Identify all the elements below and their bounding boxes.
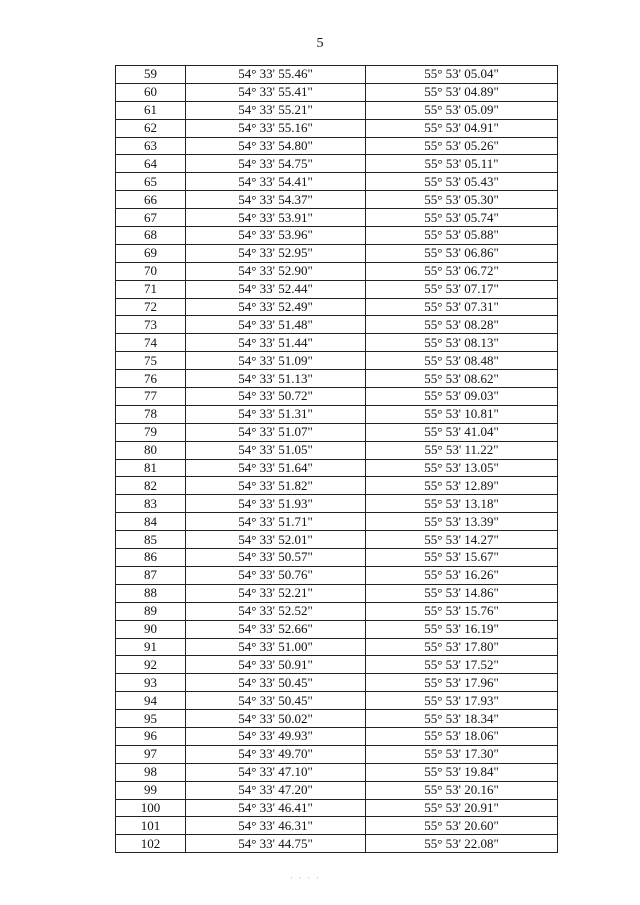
- table-row: [116, 763, 558, 781]
- latitude-cell: 54° 33' 53.91": [186, 209, 366, 227]
- table-row: [116, 334, 558, 352]
- table-row: [116, 227, 558, 245]
- longitude-cell: 55° 53' 15.67": [366, 549, 558, 567]
- longitude-cell: 55° 53' 04.91": [366, 119, 558, 137]
- point-number-cell: 99: [116, 781, 186, 799]
- table-row: [116, 262, 558, 280]
- table-row: [116, 566, 558, 584]
- table-row: [116, 674, 558, 692]
- point-number-cell: 67: [116, 209, 186, 227]
- latitude-cell: 54° 33' 54.37": [186, 191, 366, 209]
- longitude-cell: 55° 53' 05.30": [366, 191, 558, 209]
- longitude-cell: 55° 53' 05.43": [366, 173, 558, 191]
- latitude-cell: 54° 33' 44.75": [186, 835, 366, 853]
- table-row: [116, 781, 558, 799]
- point-number-cell: 80: [116, 441, 186, 459]
- latitude-cell: 54° 33' 52.44": [186, 280, 366, 298]
- longitude-cell: 55° 53' 19.84": [366, 763, 558, 781]
- latitude-cell: 54° 33' 52.95": [186, 244, 366, 262]
- point-number-cell: 86: [116, 549, 186, 567]
- latitude-cell: 54° 33' 54.80": [186, 137, 366, 155]
- scan-specks: · · · ·: [290, 874, 321, 883]
- latitude-cell: 54° 33' 50.02": [186, 710, 366, 728]
- table-row: [116, 817, 558, 835]
- latitude-cell: 54° 33' 50.45": [186, 674, 366, 692]
- table-row: [116, 477, 558, 495]
- longitude-cell: 55° 53' 05.09": [366, 101, 558, 119]
- longitude-cell: 55° 53' 18.34": [366, 710, 558, 728]
- point-number-cell: 92: [116, 656, 186, 674]
- longitude-cell: 55° 53' 11.22": [366, 441, 558, 459]
- longitude-cell: 55° 53' 16.19": [366, 620, 558, 638]
- latitude-cell: 54° 33' 51.31": [186, 405, 366, 423]
- point-number-cell: 78: [116, 405, 186, 423]
- point-number-cell: 88: [116, 584, 186, 602]
- latitude-cell: 54° 33' 49.70": [186, 745, 366, 763]
- table-row: [116, 298, 558, 316]
- table-row: [116, 173, 558, 191]
- longitude-cell: 55° 53' 07.17": [366, 280, 558, 298]
- table-row: [116, 835, 558, 853]
- latitude-cell: 54° 33' 51.00": [186, 638, 366, 656]
- point-number-cell: 81: [116, 459, 186, 477]
- point-number-cell: 91: [116, 638, 186, 656]
- latitude-cell: 54° 33' 51.44": [186, 334, 366, 352]
- longitude-cell: 55° 53' 17.30": [366, 745, 558, 763]
- point-number-cell: 69: [116, 244, 186, 262]
- table-row: [116, 352, 558, 370]
- latitude-cell: 54° 33' 55.21": [186, 101, 366, 119]
- latitude-cell: 54° 33' 51.07": [186, 423, 366, 441]
- table-row: [116, 423, 558, 441]
- latitude-cell: 54° 33' 52.49": [186, 298, 366, 316]
- table-row: [116, 745, 558, 763]
- coordinates-table-body: [116, 66, 558, 853]
- table-row: [116, 388, 558, 406]
- table-row: [116, 531, 558, 549]
- point-number-cell: 77: [116, 388, 186, 406]
- latitude-cell: 54° 33' 50.91": [186, 656, 366, 674]
- point-number-cell: 85: [116, 531, 186, 549]
- table-row: [116, 495, 558, 513]
- point-number-cell: 68: [116, 227, 186, 245]
- point-number-cell: 84: [116, 513, 186, 531]
- latitude-cell: 54° 33' 47.10": [186, 763, 366, 781]
- longitude-cell: 55° 53' 20.16": [366, 781, 558, 799]
- point-number-cell: 94: [116, 692, 186, 710]
- point-number-cell: 74: [116, 334, 186, 352]
- table-row: [116, 638, 558, 656]
- table-row: [116, 137, 558, 155]
- latitude-cell: 54° 33' 51.48": [186, 316, 366, 334]
- latitude-cell: 54° 33' 50.72": [186, 388, 366, 406]
- table-row: [116, 459, 558, 477]
- point-number-cell: 97: [116, 745, 186, 763]
- point-number-cell: 101: [116, 817, 186, 835]
- table-row: [116, 155, 558, 173]
- table-row: [116, 101, 558, 119]
- longitude-cell: 55° 53' 05.11": [366, 155, 558, 173]
- longitude-cell: 55° 53' 06.72": [366, 262, 558, 280]
- longitude-cell: 55° 53' 08.28": [366, 316, 558, 334]
- point-number-cell: 90: [116, 620, 186, 638]
- table-row: [116, 710, 558, 728]
- longitude-cell: 55° 53' 08.13": [366, 334, 558, 352]
- point-number-cell: 96: [116, 727, 186, 745]
- point-number-cell: 76: [116, 370, 186, 388]
- longitude-cell: 55° 53' 20.60": [366, 817, 558, 835]
- table-row: [116, 727, 558, 745]
- point-number-cell: 82: [116, 477, 186, 495]
- latitude-cell: 54° 33' 52.90": [186, 262, 366, 280]
- point-number-cell: 63: [116, 137, 186, 155]
- point-number-cell: 64: [116, 155, 186, 173]
- longitude-cell: 55° 53' 07.31": [366, 298, 558, 316]
- table-row: [116, 316, 558, 334]
- point-number-cell: 62: [116, 119, 186, 137]
- table-row: [116, 83, 558, 101]
- point-number-cell: 59: [116, 66, 186, 84]
- latitude-cell: 54° 33' 51.82": [186, 477, 366, 495]
- table-row: [116, 244, 558, 262]
- longitude-cell: 55° 53' 14.27": [366, 531, 558, 549]
- table-row: [116, 66, 558, 84]
- longitude-cell: 55° 53' 05.04": [366, 66, 558, 84]
- table-row: [116, 799, 558, 817]
- latitude-cell: 54° 33' 46.41": [186, 799, 366, 817]
- longitude-cell: 55° 53' 17.80": [366, 638, 558, 656]
- table-row: [116, 513, 558, 531]
- longitude-cell: 55° 53' 12.89": [366, 477, 558, 495]
- table-row: [116, 280, 558, 298]
- latitude-cell: 54° 33' 51.93": [186, 495, 366, 513]
- point-number-cell: 70: [116, 262, 186, 280]
- point-number-cell: 102: [116, 835, 186, 853]
- latitude-cell: 54° 33' 55.16": [186, 119, 366, 137]
- point-number-cell: 87: [116, 566, 186, 584]
- point-number-cell: 89: [116, 602, 186, 620]
- longitude-cell: 55° 53' 09.03": [366, 388, 558, 406]
- longitude-cell: 55° 53' 08.48": [366, 352, 558, 370]
- longitude-cell: 55° 53' 06.86": [366, 244, 558, 262]
- latitude-cell: 54° 33' 51.09": [186, 352, 366, 370]
- latitude-cell: 54° 33' 51.64": [186, 459, 366, 477]
- latitude-cell: 54° 33' 52.21": [186, 584, 366, 602]
- point-number-cell: 100: [116, 799, 186, 817]
- latitude-cell: 54° 33' 51.13": [186, 370, 366, 388]
- latitude-cell: 54° 33' 52.52": [186, 602, 366, 620]
- coordinates-table: [115, 65, 558, 853]
- longitude-cell: 55° 53' 17.52": [366, 656, 558, 674]
- longitude-cell: 55° 53' 20.91": [366, 799, 558, 817]
- latitude-cell: 54° 33' 51.05": [186, 441, 366, 459]
- point-number-cell: 66: [116, 191, 186, 209]
- latitude-cell: 54° 33' 54.41": [186, 173, 366, 191]
- point-number-cell: 65: [116, 173, 186, 191]
- longitude-cell: 55° 53' 05.88": [366, 227, 558, 245]
- table-row: [116, 620, 558, 638]
- table-row: [116, 602, 558, 620]
- latitude-cell: 54° 33' 47.20": [186, 781, 366, 799]
- latitude-cell: 54° 33' 50.45": [186, 692, 366, 710]
- latitude-cell: 54° 33' 50.57": [186, 549, 366, 567]
- latitude-cell: 54° 33' 50.76": [186, 566, 366, 584]
- page-number: 5: [316, 36, 324, 51]
- table-row: [116, 119, 558, 137]
- point-number-cell: 73: [116, 316, 186, 334]
- table-row: [116, 405, 558, 423]
- latitude-cell: 54° 33' 46.31": [186, 817, 366, 835]
- table-row: [116, 209, 558, 227]
- point-number-cell: 79: [116, 423, 186, 441]
- table-row: [116, 692, 558, 710]
- longitude-cell: 55° 53' 16.26": [366, 566, 558, 584]
- longitude-cell: 55° 53' 17.96": [366, 674, 558, 692]
- table-row: [116, 584, 558, 602]
- longitude-cell: 55° 53' 17.93": [366, 692, 558, 710]
- latitude-cell: 54° 33' 52.66": [186, 620, 366, 638]
- longitude-cell: 55° 53' 14.86": [366, 584, 558, 602]
- longitude-cell: 55° 53' 15.76": [366, 602, 558, 620]
- longitude-cell: 55° 53' 08.62": [366, 370, 558, 388]
- point-number-cell: 71: [116, 280, 186, 298]
- longitude-cell: 55° 53' 13.18": [366, 495, 558, 513]
- latitude-cell: 54° 33' 52.01": [186, 531, 366, 549]
- longitude-cell: 55° 53' 22.08": [366, 835, 558, 853]
- longitude-cell: 55° 53' 18.06": [366, 727, 558, 745]
- latitude-cell: 54° 33' 55.41": [186, 83, 366, 101]
- latitude-cell: 54° 33' 51.71": [186, 513, 366, 531]
- longitude-cell: 55° 53' 05.74": [366, 209, 558, 227]
- point-number-cell: 61: [116, 101, 186, 119]
- table-row: [116, 441, 558, 459]
- table-row: [116, 370, 558, 388]
- longitude-cell: 55° 53' 10.81": [366, 405, 558, 423]
- longitude-cell: 55° 53' 04.89": [366, 83, 558, 101]
- table-row: [116, 549, 558, 567]
- latitude-cell: 54° 33' 49.93": [186, 727, 366, 745]
- table-row: [116, 656, 558, 674]
- point-number-cell: 95: [116, 710, 186, 728]
- longitude-cell: 55° 53' 05.26": [366, 137, 558, 155]
- latitude-cell: 54° 33' 54.75": [186, 155, 366, 173]
- point-number-cell: 60: [116, 83, 186, 101]
- longitude-cell: 55° 53' 41.04": [366, 423, 558, 441]
- point-number-cell: 72: [116, 298, 186, 316]
- point-number-cell: 98: [116, 763, 186, 781]
- latitude-cell: 54° 33' 53.96": [186, 227, 366, 245]
- latitude-cell: 54° 33' 55.46": [186, 66, 366, 84]
- longitude-cell: 55° 53' 13.05": [366, 459, 558, 477]
- point-number-cell: 75: [116, 352, 186, 370]
- table-row: [116, 191, 558, 209]
- point-number-cell: 93: [116, 674, 186, 692]
- point-number-cell: 83: [116, 495, 186, 513]
- longitude-cell: 55° 53' 13.39": [366, 513, 558, 531]
